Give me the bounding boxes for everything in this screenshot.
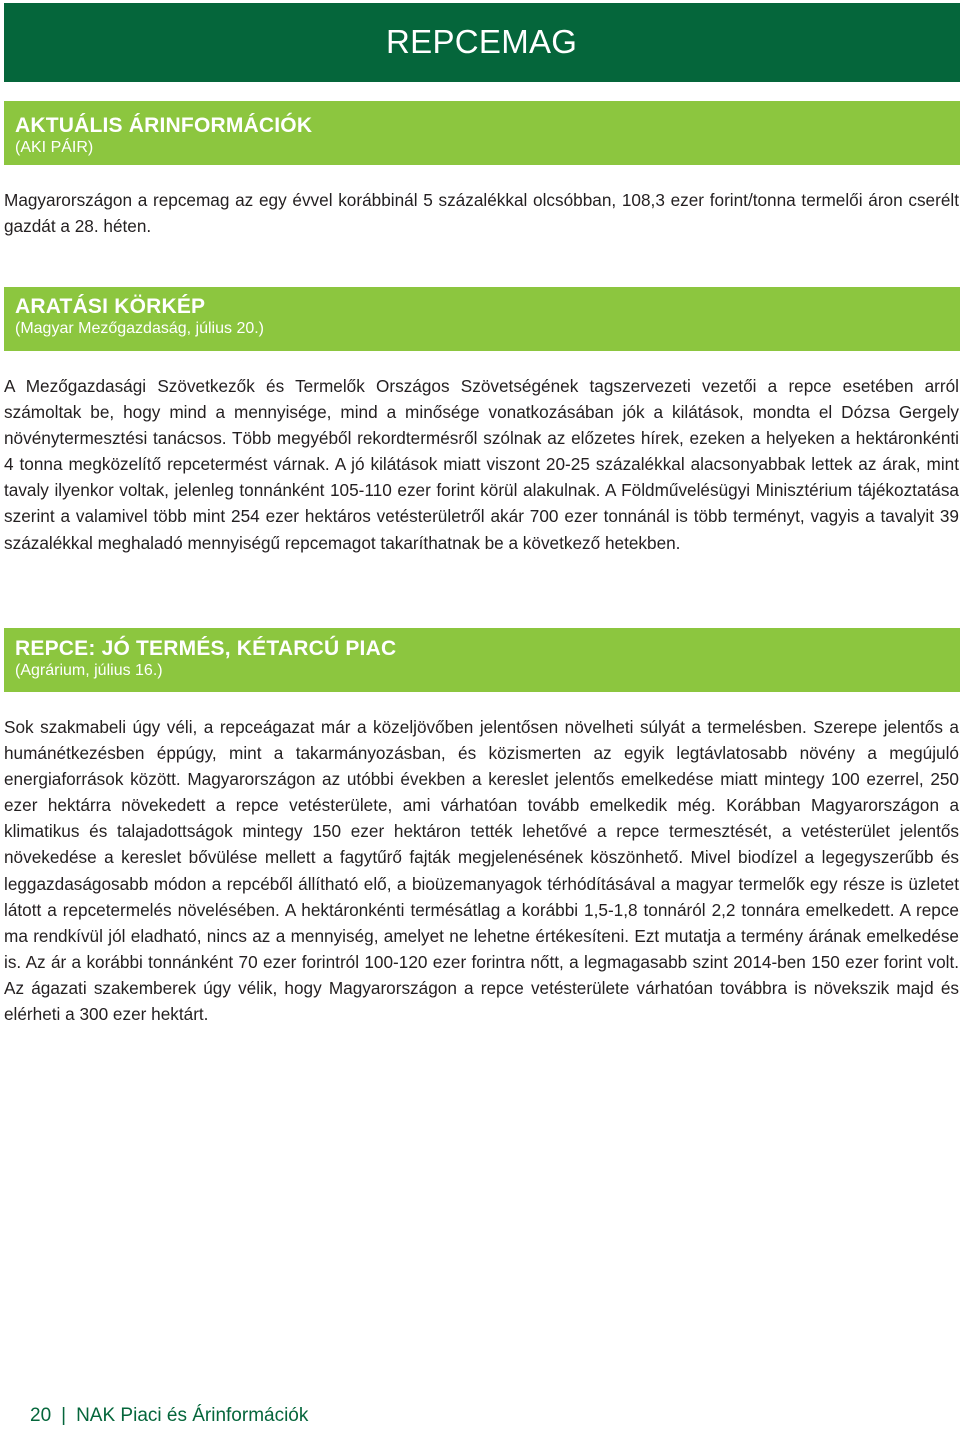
section-paragraph: Sok szakmabeli úgy véli, a repceágazat már a közeljövőben jelentősen növelheti súlyát a termelésben. Szerepe jelentős a humánétkezésben éppúgy, mint a takarmányozásban, és közismerten az egyik legtávlatosabb növény a megújuló energiaforrások között. Magyarországon az utóbbi években a kereslet jelentős emelkedése miatt mintegy 100 ezerrel, 250 ezer hektárra növekedett a repce vetésterülete, ami várhatóan tovább emelkedik még. Korábban Magyarországon a klimatikus és talajadottságok mintegy 150 ezer hektáron tették lehetővé a repce termesztését, a vetésterület jelentős növekedése a kereslet bővülése mellett a fagytűrő fajták megjelenésének köszönhető. Mivel biodízel a legegyszerűbb és leggazdaságosabb módon a repcéből állítható elő, a bioüzemanyagok térhódításával a magyar termelők egy része is üzletet látott a repcetermelés növelésében. A hektáronkénti termésátlag a korábbi 1,5-1,8 tonnáról 2,2 tonnára emelkedett. A repce ma rendkívül jól eladható, nincs az a mennyiség, amelyet ne lehetne értékesíteni. Ezt mutatja a termény árának emelkedése is. Az ár a korábbi tonnánként 70 ezer forintról 100-120 ezer forintra nőtt, a legmagasabb szint 2014-ben 150 ezer forint volt. Az ágazati szakemberek úgy vélik, hogy Magyarországon a repce vetésterülete várhatóan továbbra is növekszik majd és elérheti a 300 ezer hektárt. xyxy=(4,717,959,1025)
page-footer xyxy=(30,1405,308,1427)
section-title: ARATÁSI KÖRKÉP xyxy=(15,295,206,318)
page-title: REPCEMAG xyxy=(386,23,578,60)
section-paragraph: Magyarországon a repcemag az egy évvel korábbinál 5 százalékkal olcsóbban, 108,3 ezer forint/tonna termelői áron cserélt gazdát a 28. héten. xyxy=(4,190,959,237)
section-header-harvest-overview xyxy=(4,287,960,351)
section-paragraph: A Mezőgazdasági Szövetkezők és Termelők Országos Szövetségének tagszervezeti vezetői a repce esetében arról számoltak be, hogy mind a mennyisége, mind a minősége vonatkozásában jók a kilátások, mondta el Dózsa Gergely növénytermesztési tanácsos. Több megyéből rekordtermésről szólnak az előzetes hírek, ezeken a helyeken a hektáronkénti 4 tonna megközelítő repcetermést várnak. A jó kilátások miatt viszont 20-25 százalékkal alacsonyabbak lettek az árak, mint tavaly ilyenkor voltak, jelenleg tonnánként 105-110 ezer forint körül alakulnak. A Földművelésügyi Minisztérium tájékoztatása szerint a valamivel több mint 254 ezer hektáros vetésterületről akár 700 ezer tonnánál is több terményt, vagyis a tavalyit 39 százalékkal meghaladó mennyiségű repcemagot takaríthatnak be a következő hetekben. xyxy=(4,376,959,553)
publication-name: NAK Piaci és Árinformációk xyxy=(76,1405,309,1426)
section-title: AKTUÁLIS ÁRINFORMÁCIÓK xyxy=(15,114,313,137)
page-number: 20 xyxy=(30,1405,52,1426)
footer-separator: | xyxy=(61,1405,67,1426)
section-header-rapeseed-market xyxy=(4,628,960,692)
page-title-bar xyxy=(4,3,960,82)
section-source: (AKI PÁIR) xyxy=(15,139,94,156)
section-source: (Agrárium, július 16.) xyxy=(15,662,163,679)
section-header-current-prices xyxy=(4,101,960,165)
section-title: REPCE: JÓ TERMÉS, KÉTARCÚ PIAC xyxy=(15,637,397,660)
section-source: (Magyar Mezőgazdaság, július 20.) xyxy=(15,320,265,337)
